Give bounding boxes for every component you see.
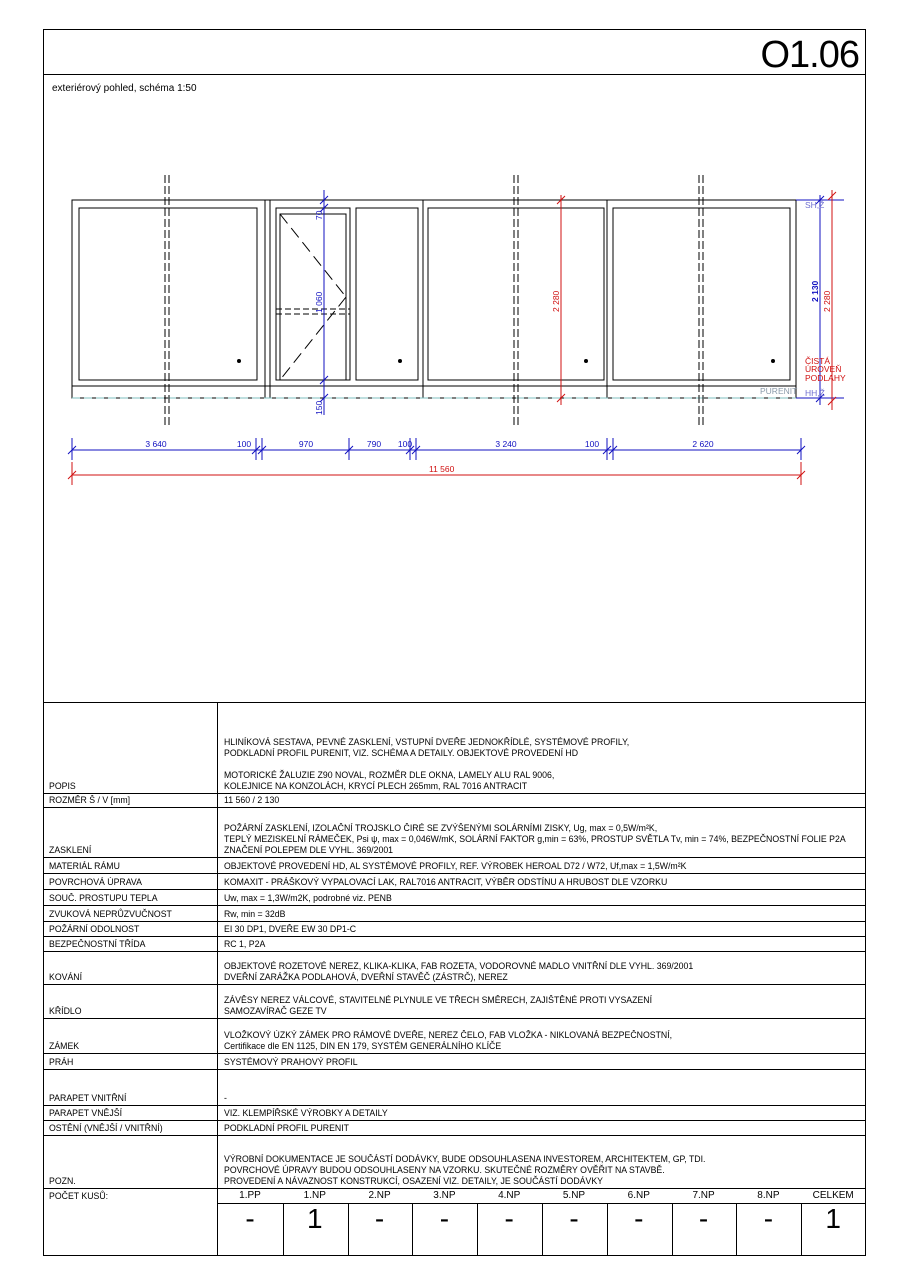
spec-row [44,936,865,951]
spec-row [44,873,865,889]
door-dim-mid: 1 060 [314,291,324,313]
count-value: 1 [307,1203,323,1234]
width-dim: 100 [236,439,252,449]
label-purenit: PURENIT [760,386,798,396]
spec-label: POPIS [49,781,76,792]
spec-value: EI 30 DP1, DVEŘE EW 30 DP1-C [224,924,357,935]
count-value: - [698,1203,709,1234]
spec-row [44,984,865,1018]
pane-1 [79,208,257,380]
width-dim: 3 640 [145,439,167,449]
spec-value: Rw, min = 32dB [224,909,286,920]
label-podlahy: PODLAHY [805,373,846,383]
spec-label: POVRCHOVÁ ÚPRAVA [49,877,142,888]
spec-value: Uw, max = 1,3W/m2K, podrobné viz. PENB [224,893,392,904]
spec-label: POŽÁRNÍ ODOLNOST [49,924,140,935]
spec-divider [217,702,218,1256]
label-uroven: ÚROVEŇ [805,364,842,374]
spec-row [44,951,865,984]
spec-label: PARAPET VNITŘNÍ [49,1093,127,1104]
count-header: 7.NP [692,1190,715,1201]
spec-value: OBJEKTOVÉ PROVEDENÍ HD, AL SYSTÉMOVÉ PROFILY, REF. VÝROBEK HEROAL D72 / W72, Uf,max = 1,5W/m²K [224,861,687,872]
spec-row [44,1053,865,1069]
count-header: 5.NP [562,1190,586,1201]
spec-label: PARAPET VNĚJŠÍ [49,1108,123,1119]
spec-row [44,1018,865,1053]
count-header: 2.NP [368,1190,391,1201]
spec-row [44,905,865,921]
count-header: 1.NP [303,1190,326,1201]
spec-row [44,807,865,857]
count-header: 4.NP [498,1190,521,1201]
label-sh: SH,Ž [805,200,825,210]
door-dim-top: 70 [314,210,324,220]
spec-label: POZN. [49,1176,76,1187]
spec-value: ZÁVĚSY NEREZ VÁLCOVÉ, STAVITELNÉ PLYNULE VE TŘECH SMĚRECH, ZAJIŠTĚNÉ PROTI VYSAZENÍ SAMOZAVÍRAČ GEZE TV [224,995,653,1017]
count-value: - [374,1203,385,1234]
spec-row [44,921,865,936]
drawing-subtitle: exteriérový pohled, schéma 1:50 [52,83,197,94]
spec-value: RC 1, P2A [224,939,266,950]
width-dim: 790 [366,439,382,449]
width-dim: 970 [298,439,314,449]
spec-row [44,1069,865,1105]
count-value: - [763,1203,774,1234]
spec-label: SOUČ. PROSTUPU TEPLA [49,893,158,904]
door-leaf [276,208,350,380]
spec-label: OSTĚNÍ (VNĚJŠÍ / VNITŘNÍ) [49,1123,163,1134]
label-cista: ČISTÁ [805,356,831,366]
spec-value: VLOŽKOVÝ ÚZKÝ ZÁMEK PRO RÁMOVÉ DVEŘE, NEREZ ČELO, FAB VLOŽKA - NIKLOVANÁ BEZPEČNOSTNÍ, Certifikace dle EN 1125, DIN EN 179, SYSTÉM GENERÁLNÍHO KLÍČE [224,1030,673,1052]
count-header: 6.NP [627,1190,650,1201]
count-header: 8.NP [757,1190,780,1201]
count-header: CELKEM [812,1190,854,1201]
spec-label: KOVÁNÍ [49,972,83,983]
outer-frame [72,200,796,398]
count-value: 1 [825,1203,841,1234]
pane-4 [613,208,790,380]
count-value: - [439,1203,450,1234]
spec-row [44,793,865,807]
spec-row [44,1135,865,1188]
count-header: 1.PP [239,1190,261,1201]
spec-value: VÝROBNÍ DOKUMENTACE JE SOUČÁSTÍ DODÁVKY, BUDE ODSOUHLASENA INVESTOREM, ARCHITEKTEM, GP, TDI. POVRCHOVÉ ÚPRAVY BUDOU ODSOUHLASENY NA VZORKU. SKUTEČNÉ ROZMĚRY OVĚŘIT NA STAVBĚ. PROVEDENÍ A NÁVAZNOST KONSTRUKCÍ, OSAZENÍ VIZ. DETAILY, JE SOUČÁSTÍ DODÁVKY [224,1154,706,1187]
spec-row [44,857,865,873]
spec-value: - [224,1093,227,1104]
spec-row [44,1105,865,1120]
label-hh: HH,Ž [805,388,825,398]
spec-value: OBJEKTOVÉ ROZETOVÉ NEREZ, KLIKA-KLIKA, FAB ROZETA, VODOROVNÉ MADLO VNITŘNÍ DLE VYHL. 369/2001 DVEŘNÍ ZARÁŽKA PODLAHOVÁ, DVEŘNÍ STAVĚČ (ZÁSTRČ), NEREZ [224,961,694,983]
spec-value: POŽÁRNÍ ZASKLENÍ, IZOLAČNÍ TROJSKLO ČIRÉ SE ZVÝŠENÝMI SOLÁRNÍMI ZISKY, Ug, max = 0,5W/m²K, TEPLÝ MEZISKELNÍ RÁMEČEK, Psi ψ, max = 0,046W/mK, SOLÁRNÍ FAKTOR g,min = 63%, PROSTUP SVĚTLA Tv, min = 74%, BEZPEČNOSTNÍ FOLIE P2A ZNAČENÍ POLEPEM DLE VYHL. 369/2001 [224,823,846,856]
count-header: 3.NP [433,1190,456,1201]
spec-row [44,702,865,793]
spec-value: 11 560 / 2 130 [224,795,280,806]
count-row [44,1188,865,1256]
spec-value: KOMAXIT - PRÁŠKOVÝ VYPALOVACÍ LAK, RAL7016 ANTRACIT, VÝBĚR ODSTÍNU A HRUBOST DLE VZORKU [224,877,668,888]
spec-label: ZÁMEK [49,1041,80,1052]
spec-label: ZASKLENÍ [49,845,92,856]
spec-value: SYSTÉMOVÝ PRAHOVÝ PROFIL [224,1057,358,1068]
spec-label: PRÁH [49,1057,74,1068]
height-dim-red-right: 2 280 [822,290,832,312]
spec-value: VIZ. KLEMPÍŘSKÉ VÝROBKY A DETAILY [224,1108,388,1119]
count-value: - [569,1203,579,1234]
count-value: - [634,1203,644,1234]
total-width-dim: 11 560 [429,464,455,474]
count-label: POČET KUSŮ: [49,1191,109,1202]
pane-3 [428,208,604,380]
height-dim-blue: 2 130 [810,280,820,302]
width-dim: 2 620 [692,439,714,449]
elevation-drawing [44,30,867,702]
spec-label: MATERIÁL RÁMU [49,861,120,872]
pane-2 [356,208,418,380]
width-dim: 100 [584,439,600,449]
spec-label: ZVUKOVÁ NEPRŮZVUČNOST [49,909,172,920]
width-dim: 100 [397,439,413,449]
spec-row [44,1120,865,1135]
count-value: - [245,1203,255,1234]
count-value: - [504,1203,514,1234]
width-dim: 3 240 [495,439,517,449]
spec-label: BEZPEČNOSTNÍ TŘÍDA [49,939,146,950]
spec-label: KŘÍDLO [49,1006,82,1017]
sheet-code: O1.06 [760,34,859,76]
spec-value: HLINÍKOVÁ SESTAVA, PEVNÉ ZASKLENÍ, VSTUPNÍ DVEŘE JEDNOKŘÍDLÉ, SYSTÉMOVÉ PROFILY, PODKLADNÍ PROFIL PURENIT, VIZ. SCHÉMA A DETAILY. OBJEKTOVÉ PROVEDENÍ HD MOTORICKÉ ŽALUZIE Z90 NOVAL, ROZMĚR DLE OKNA, LAMELY ALU RAL 9006, KOLEJNICE NA KONZOLÁCH, KRYCÍ PLECH 265mm, RAL 7016 ANTRACIT [224,737,630,792]
spec-row [44,889,865,905]
drawing-sheet [43,29,866,1256]
height-dim-red: 2 280 [551,290,561,312]
door-dim-bottom: 150 [314,400,324,415]
spec-label: ROZMĚR Š / V [mm] [49,795,131,806]
spec-value: PODKLADNÍ PROFIL PURENIT [224,1123,349,1134]
